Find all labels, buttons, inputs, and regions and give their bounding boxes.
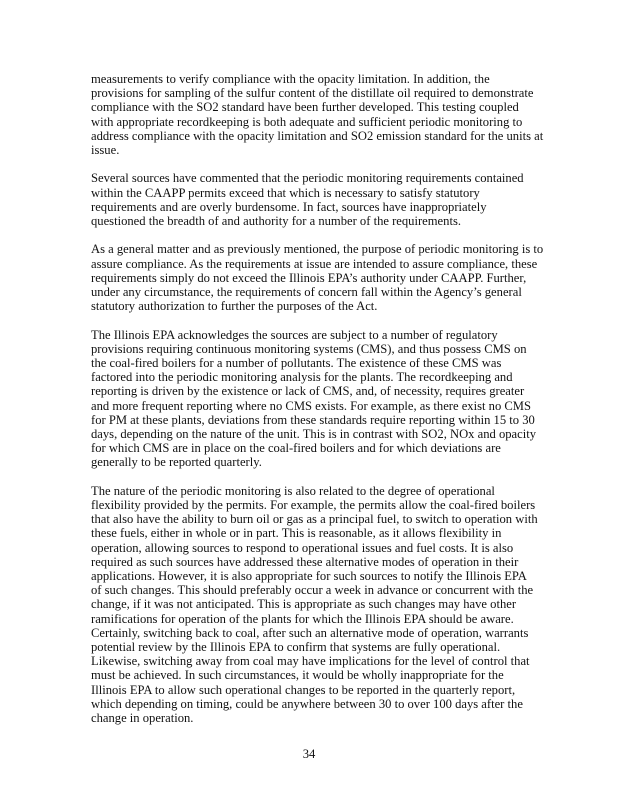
document-page [91,72,573,739]
paragraph-cms-acknowledgement: The Illinois EPA acknowledges the sources are subject to a number of regulatory provisions requiring continuous monitoring systems (CMS), and thus possess CMS on the coal-fired boilers for a number of pollutants. The existence of these CMS was factored into the periodic monitoring analysis for the plants. The recordkeeping and reporting is driven by the existence or lack of CMS, and, of necessity, requires greater and more frequent reporting where no CMS exists. For example, as there exist no CMS for PM at these plants, deviations from these standards require reporting within 15 to 30 days, depending on the nature of the unit. This is in contrast with SO2, NOx and opacity for which CMS are in place on the coal-fired boilers and for which deviations are generally to be reported quarterly. [91,327,537,470]
paragraph-monitoring-provisions: measurements to verify compliance with the opacity limitation. In addition, the provisions for sampling of the sulfur content of the distillate oil required to demonstrate compliance with the SO2 standard have been further developed. This testing coupled with appropriate recordkeeping is both adequate and sufficient periodic monitoring to address compliance with the opacity limitation and SO2 emission standard for the units at issue. [91,72,544,158]
paragraph-source-comments: Several sources have commented that the periodic monitoring requirements contained within the CAAPP permits exceed that which is necessary to satisfy statutory requirements and are overly burdensome. In fact, sources have inappropriately questioned the breadth of and authority for a number of the requirements. [91,171,524,229]
paragraph-operational-flexibility: The nature of the periodic monitoring is also related to the degree of operational flexibility provided by the permits. For example, the permits allow the coal-fired boilers that also have the ability to burn oil or gas as a principal fuel, to switch to operation with these fuels, either in whole or in part. This is reasonable, as it allows flexibility in operation, allowing sources to respond to operational issues and fuel costs. It is also required as such sources have addressed these alternative modes of operation in their applications. However, it is also appropriate for such sources to notify the Illinois EPA of such changes. This should preferably occur a week in advance or concurrent with the change, if it was not anticipated. This is appropriate as such changes may have other ramifications for operation of the plants for which the Illinois EPA should be aware. Certainly, switching back to coal, after such an alternative mode of operation, warrants potential review by the Illinois EPA to confirm that systems are fully operational. Likewise, switching away from coal may have implications for the level of control that must be achieved. In such circumstances, it would be wholly inappropriate for the Illinois EPA to allow such operational changes to be reported in the quarterly report, which depending on timing, could be anywhere between 30 to over 100 days after the change in operation. [91,483,538,726]
paragraph-general-matter: As a general matter and as previously mentioned, the purpose of periodic monitoring is to assure compliance. As the requirements at issue are intended to assure compliance, these requirements simply do not exceed the Illinois EPA’s authority under CAAPP. Further, under any circumstance, the requirements of concern fall within the Agency’s general statutory authorization to further the purposes of the Act. [91,242,544,314]
page-number: 34 [302,747,316,761]
